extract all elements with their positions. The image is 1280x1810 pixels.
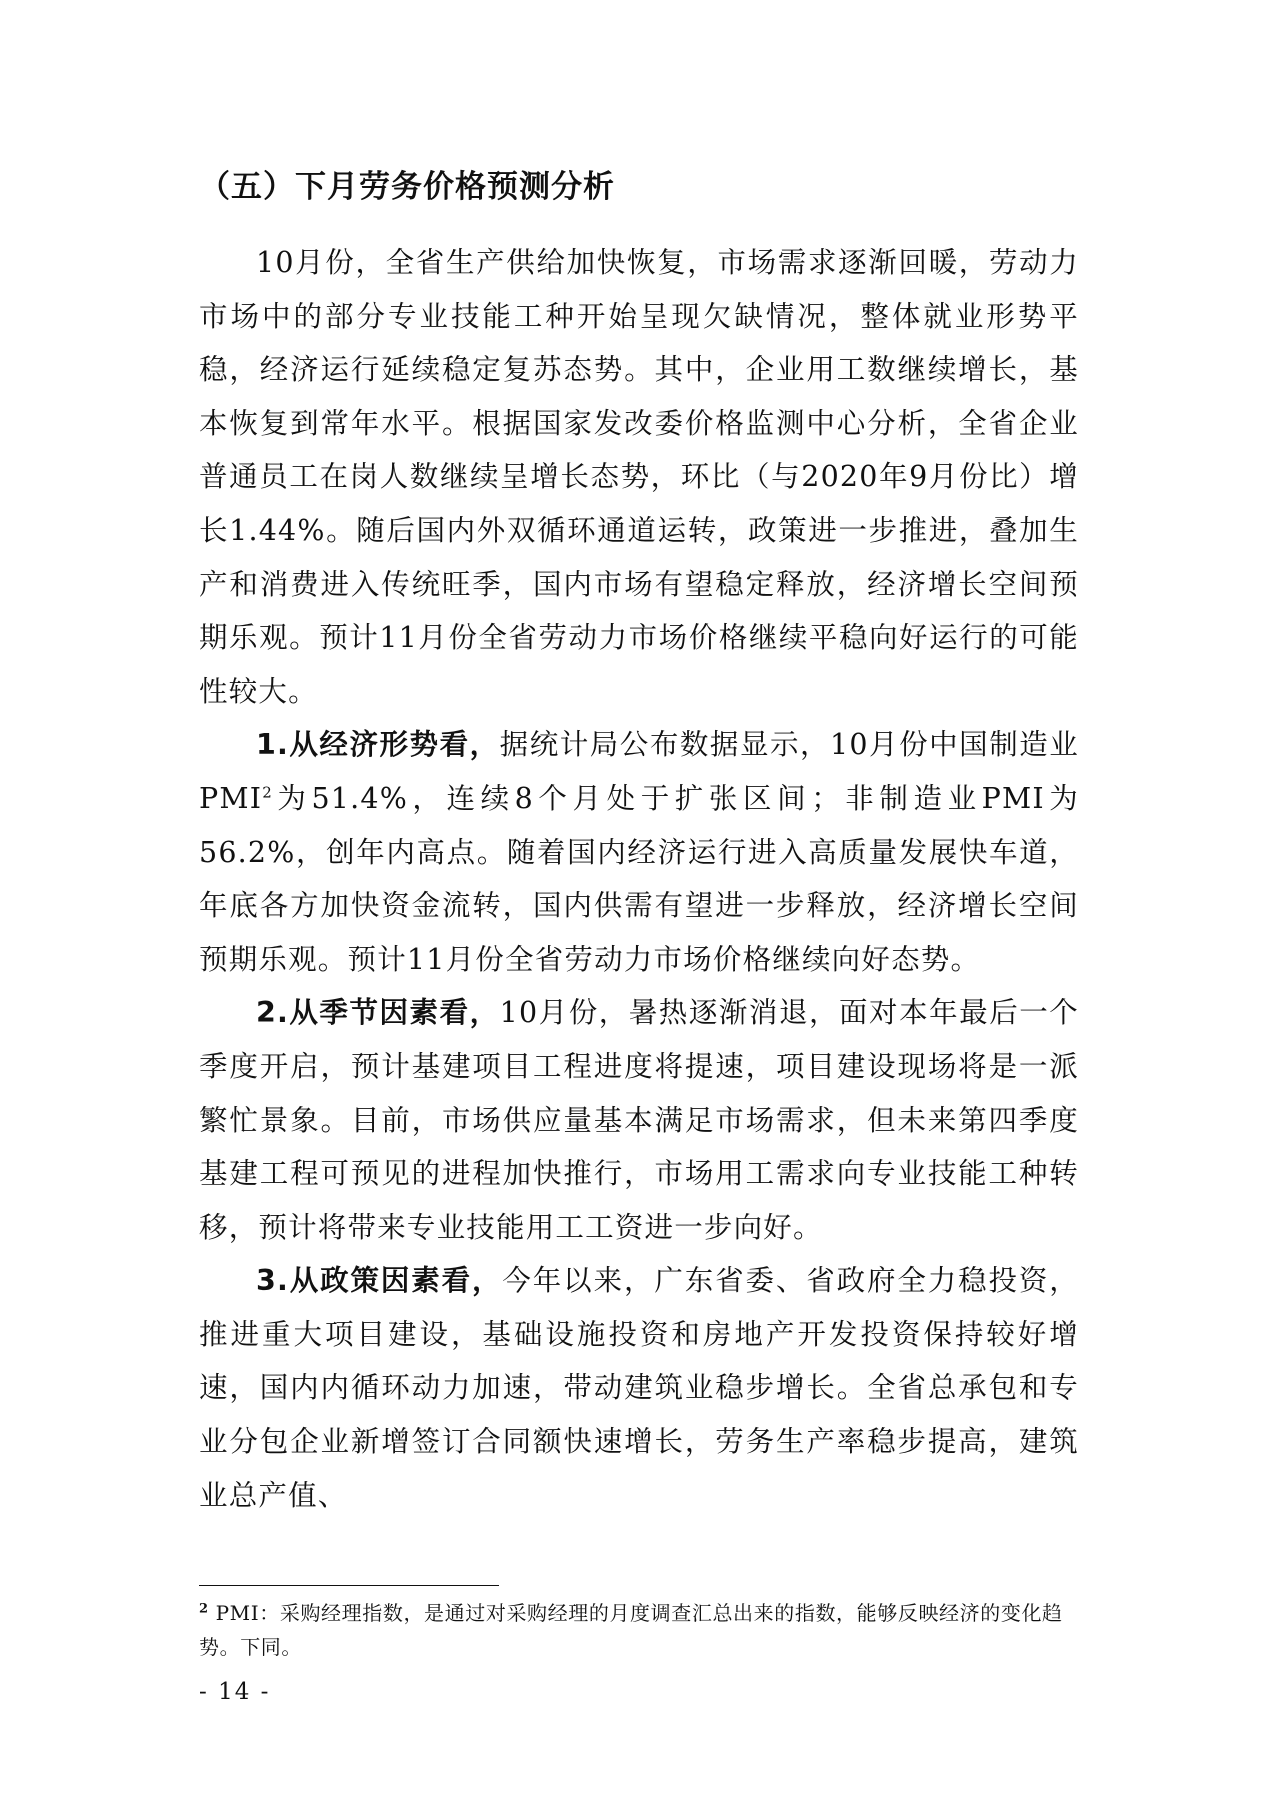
body-text [199,236,1079,1522]
paragraph-text-seasonal: 10月份，暑热逐渐消退，面对本年最后一个季度开启，预计基建项目工程进度将提速，项目建设现场将是一派繁忙景象。目前，市场供应量基本满足市场需求，但未来第四季度基建工程可预见的进程加快推行，市场用工需求向专业技能工种转移，预计将带来专业技能用工工资进一步向好。 [199,996,1079,1244]
paragraph-seasonal-factors [199,986,1079,1254]
section-heading: （五）下月劳务价格预测分析 [199,169,615,205]
page-number: - 14 - [199,1679,271,1705]
paragraph-lead-seasonal: 2.从季节因素看， [256,996,500,1030]
paragraph-overview: 10月份，全省生产供给加快恢复，市场需求逐渐回暖，劳动力市场中的部分专业技能工种开始呈现欠缺情况，整体就业形势平稳，经济运行延续稳定复苏态势。其中，企业用工数继续增长，基本恢复到常年水平。根据国家发改委价格监测中心分析，全省企业普通员工在岗人数继续呈增长态势，环比（与2020年9月份比）增长1.44%。随后国内外双循环通道运转，政策进一步推进，叠加生产和消费进入传统旺季，国内市场有望稳定释放，经济增长空间预期乐观。预计11月份全省劳动力市场价格继续平稳向好运行的可能性较大。 [199,246,1079,708]
paragraph-text-policy: 今年以来，广东省委、省政府全力稳投资，推进重大项目建设，基础设施投资和房地产开发投资保持较好增速，国内内循环动力加速，带动建筑业稳步增长。全省总承包和专业分包企业新增签订合同额快速增长，劳务生产率稳步提高，建筑业总产值、 [199,1264,1079,1512]
footnote [199,1596,1079,1664]
footnote-mark: 2 [199,1601,209,1617]
footnote-divider [199,1585,499,1586]
footnote-reference: 2 [262,783,273,802]
footnote-text: PMI：采购经理指数，是通过对采购经理的月度调查汇总出来的指数，能够反映经济的变化趋势。下同。 [199,1601,1063,1659]
paragraph-text-economic-post: 为51.4%，连续8个月处于扩张区间；非制造业PMI为56.2%，创年内高点。随着国内经济运行进入高质量发展快车道，年底各方加快资金流转，国内供需有望进一步释放，经济增长空间预期乐观。预计11月份全省劳动力市场价格继续向好态势。 [199,781,1079,976]
paragraph-lead-policy: 3.从政策因素看， [256,1264,503,1298]
paragraph-lead-economic: 1.从经济形势看， [256,728,500,762]
paragraph-economic-situation [199,718,1079,986]
paragraph-text-economic-pre: 据统计局公布数据显示，10月份中国制造业PMI [199,728,1079,815]
paragraph-policy-factors [199,1254,1079,1522]
